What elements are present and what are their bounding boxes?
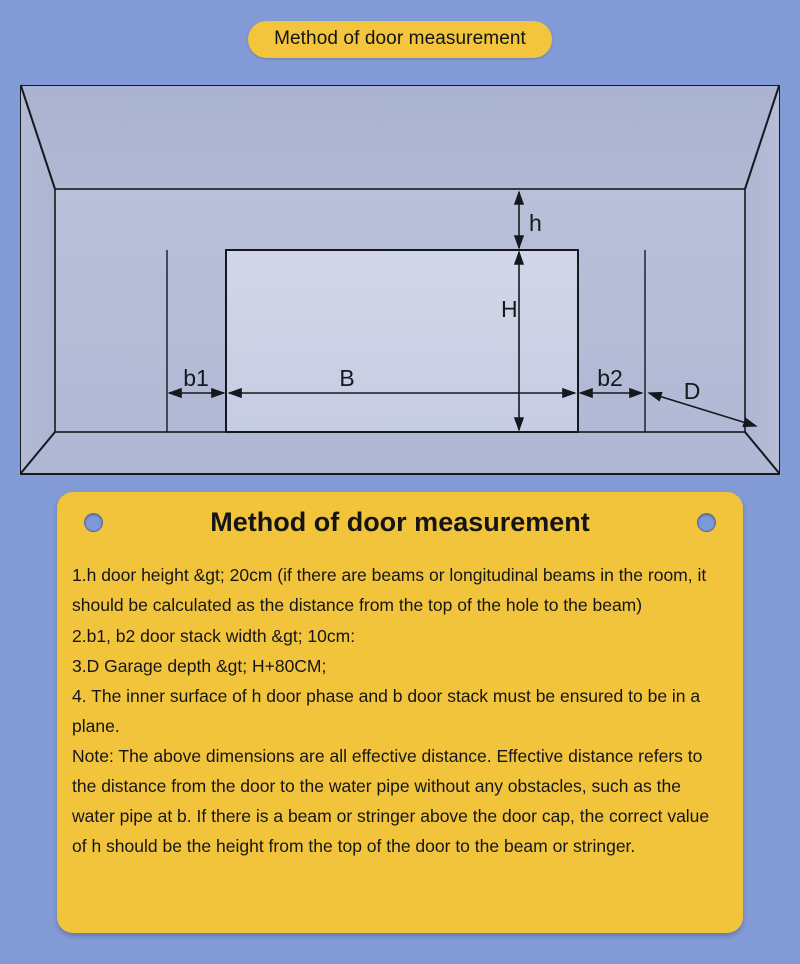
door-measurement-diagram — [20, 85, 780, 475]
dimension-label-b1: b1 — [183, 365, 209, 391]
dimension-label-h: h — [529, 210, 542, 236]
note-line-3: 3.D Garage depth &gt; H+80CM; — [72, 655, 327, 676]
note-card-title: Method of door measurement — [210, 507, 590, 537]
dimension-label-B: B — [339, 365, 355, 391]
dimension-label-H: H — [501, 296, 518, 322]
rivet-icon-right — [697, 513, 716, 532]
note-line-2: 2.b1, b2 door stack width &gt; 10cm: — [72, 625, 356, 646]
note-line-1: 1.h door height &gt; 20cm (if there are beams or longitudinal beams in the room, it should be calculated as the distance from the top of the hole to the beam) — [72, 565, 707, 616]
diagram-svg — [20, 85, 780, 475]
dimension-label-D: D — [683, 378, 701, 404]
page-title-pill: Method of door measurement — [248, 21, 552, 58]
measurement-notes-card — [57, 492, 743, 933]
note-line-5: Note: The above dimensions are all effective distance. Effective distance refers to the distance from the door to the water pipe without any obstacles, such as the water pipe at b. If there is a beam or stringer above the door cap, the correct value of h should be the height from the top of the door to the beam or stringer. — [72, 745, 710, 857]
door-opening-rect — [226, 250, 578, 432]
floor-plane — [21, 432, 779, 473]
header-bar — [0, 0, 800, 78]
ceiling-plane — [21, 86, 779, 189]
note-line-4: 4. The inner surface of h door phase and b door stack must be ensured to be in a plane. — [72, 685, 701, 736]
rivet-icon-left — [84, 513, 103, 532]
dimension-label-b2: b2 — [597, 365, 623, 391]
note-card-body — [57, 538, 743, 861]
